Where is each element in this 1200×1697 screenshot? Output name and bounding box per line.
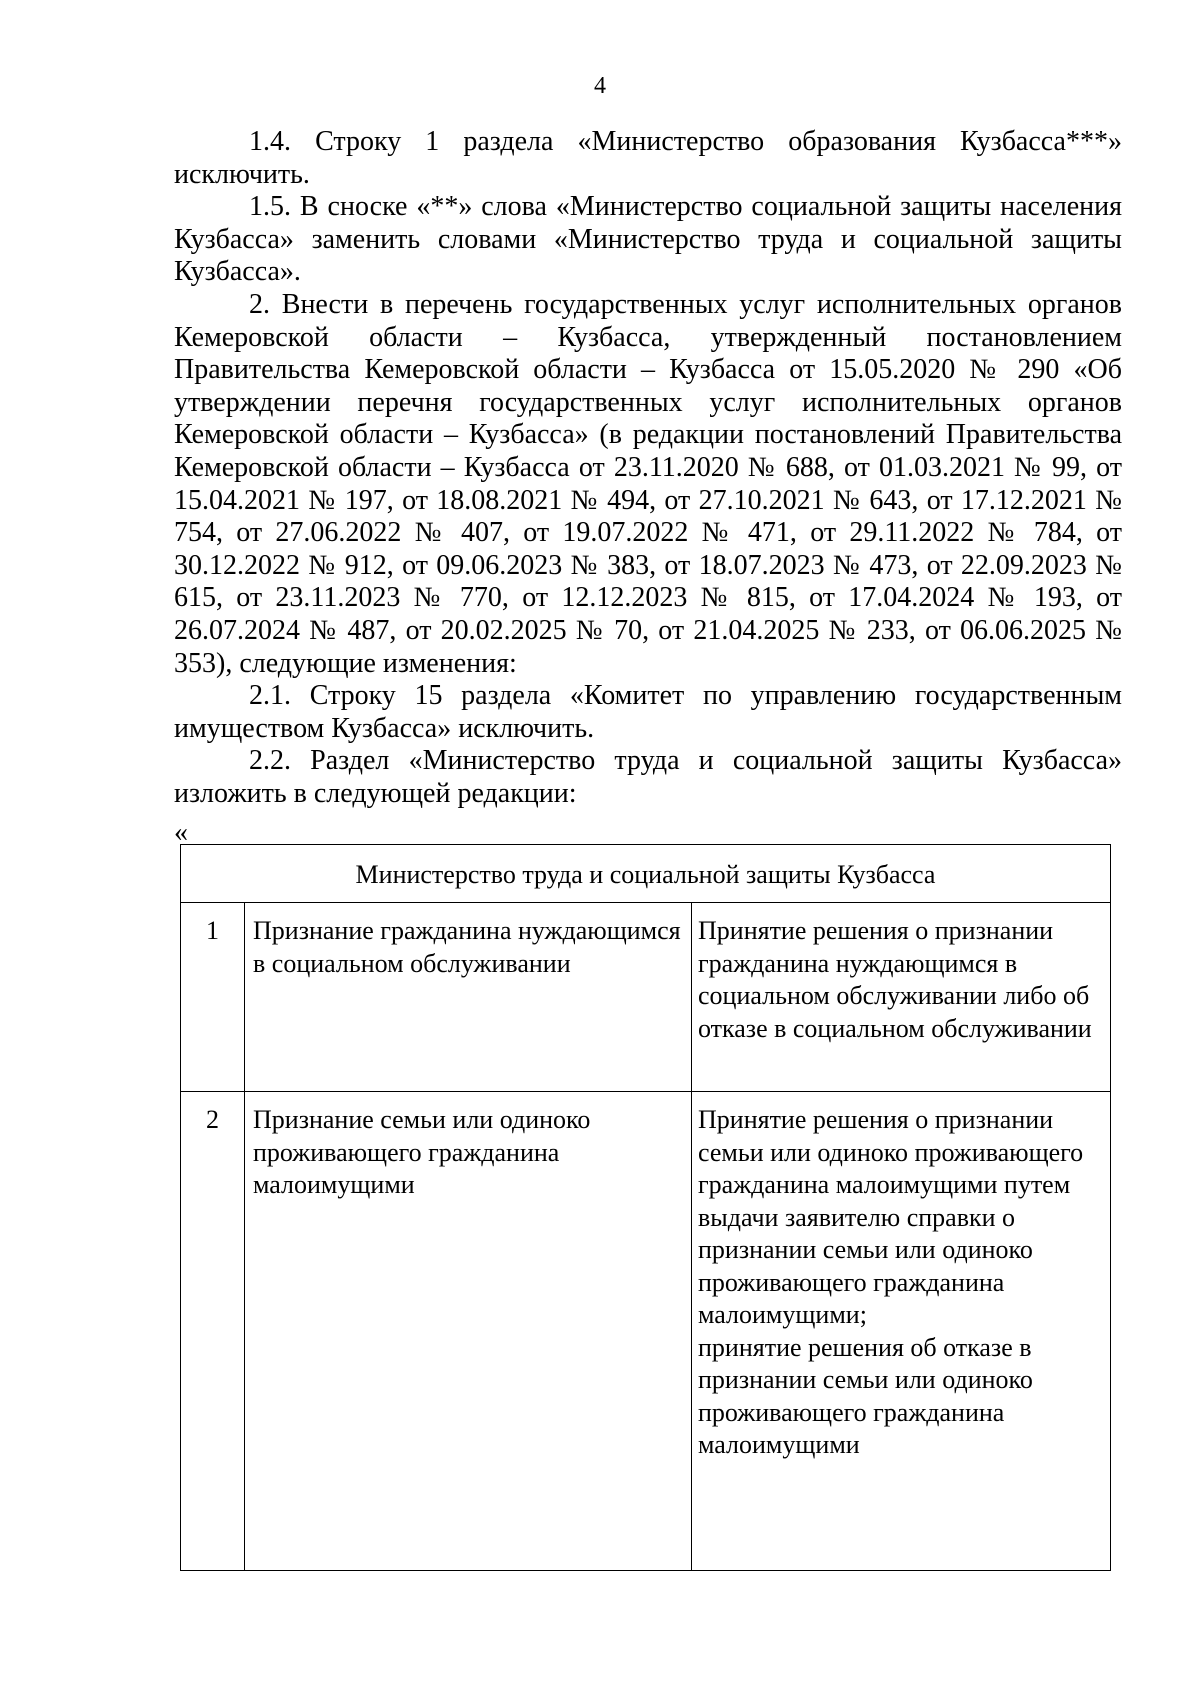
row-number: 1 <box>181 903 245 1092</box>
service-result <box>692 903 1111 1092</box>
paragraph-1-5: 1.5. В сноске «**» слова «Министерство социальной защиты населения Кузбасса» заменить словами «Министерство труда и социальной защиты Кузбасса». <box>174 191 1122 288</box>
service-result-line: принятие решения об отказе в признании семьи или одиноко проживающего гражданина малоимущими <box>698 1332 1033 1459</box>
service-result <box>692 1092 1111 1571</box>
table-row <box>181 903 1111 1092</box>
paragraph-2: 2. Внести в перечень государственных услуг исполнительных органов Кемеровской области – Кузбасса, утвержденный постановлением Правительства Кемеровской области – Кузбасса от 15.05.2020 № 290 «Об утверждении перечня государственных услуг исполнительных органов Кемеровской области – Кузбасса» (в редакции постановлений Правительства Кемеровской области – Кузбасса от 23.11.2020 № 688, от 01.03.2021 № 99, от 15.04.2021 № 197, от 18.08.2021 № 494, от 27.10.2021 № 643, от 17.12.2021 № 754, от 27.06.2022 № 407, от 19.07.2022 № 471, от 29.11.2022 № 784, от 30.12.2022 № 912, от 09.06.2023 № 383, от 18.07.2023 № 473, от 22.09.2023 № 615, от 23.11.2023 № 770, от 12.12.2023 № 815, от 17.04.2024 № 193, от 26.07.2024 № 487, от 20.02.2025 № 70, от 21.04.2025 № 233, от 06.06.2025 № 353), следующие изменения: <box>174 288 1122 679</box>
service-result-line: Принятие решения о признании гражданина нуждающимся в социальном обслуживании либо об отказе в социальном обслуживании <box>698 916 1092 1043</box>
table-open-quote: « <box>174 817 188 848</box>
document-body <box>174 126 1122 810</box>
paragraph-2-1: 2.1. Строку 15 раздела «Комитет по управлению государственным имуществом Кузбасса» исключить. <box>174 680 1122 744</box>
paragraph-2-2: 2.2. Раздел «Министерство труда и социальной защиты Кузбасса» изложить в следующей редакции: <box>174 745 1122 809</box>
service-name: Признание семьи или одиноко проживающего гражданина малоимущими <box>245 1092 692 1571</box>
services-table <box>180 844 1111 1571</box>
service-name: Признание гражданина нуждающимся в социальном обслуживании <box>245 903 692 1092</box>
table-section-header-row <box>181 845 1111 903</box>
row-number: 2 <box>181 1092 245 1571</box>
table-row <box>181 1092 1111 1571</box>
paragraph-1-4: 1.4. Строку 1 раздела «Министерство образования Кузбасса***» исключить. <box>174 126 1122 190</box>
page-number: 4 <box>594 73 606 99</box>
section-title: Министерство труда и социальной защиты Кузбасса <box>181 845 1111 903</box>
service-result-line: Принятие решения о признании семьи или одиноко проживающего гражданина малоимущими путем выдачи заявителю справки о признании семьи или одиноко проживающего гражданина малоимущими; <box>698 1105 1084 1329</box>
